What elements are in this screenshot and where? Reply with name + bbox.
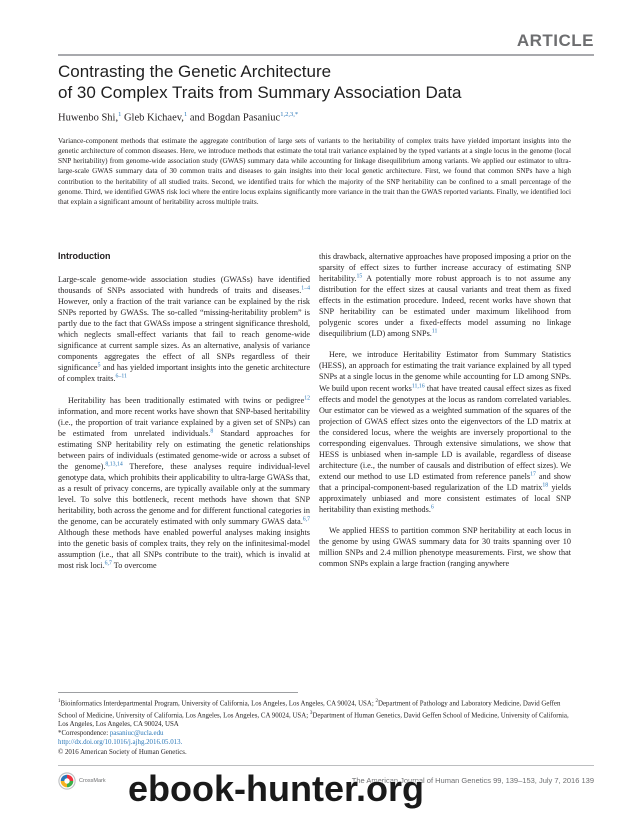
intro-paragraph-4: Here, we introduce Heritability Estimator from Summary Statistics (HESS), an approach for estimating the trait variance explained by all typed SNPs at a single locus in the genome while accounting for LD among SNPs. We build upon recent works$^{11,16}$ that have treated causal effect sizes as fixed effects and model the genotypes at the locus as random correlated variables. Our estimator can be viewed as a weighted summation of the squares of the projection of GWAS effect sizes onto the eigenvectors of the LD matrix at the considered locus, where the weights are inversely proportional to the corresponding eigenvalues. Through extensive simulations, we show that HESS is unbiased when in-sample LD is available, regardless of disease architecture (i.e., the number of causals and distribution of effect sizes). We extend our method to use LD estimated from reference panels$^{17}$ and show that a principal-component-based regularization of the LD matrix$^{18}$ yields approximately unbiased and more consistent estimates of local SNP heritability than existing methods.$^6$ xyxy=(319,350,572,515)
footnote-rule xyxy=(58,692,298,693)
copyright: © 2016 American Society of Human Genetics. xyxy=(58,748,187,756)
citation[interactable]: 8,13,14 xyxy=(105,461,123,468)
correspondence: *Correspondence: pasaniuc@ucla.edu xyxy=(58,730,164,738)
article-type-label: ARTICLE xyxy=(516,31,594,50)
right-column xyxy=(319,251,571,579)
citation[interactable]: 11 xyxy=(431,328,438,335)
header-rule xyxy=(58,54,594,56)
intro-paragraph-1: Large-scale genome-wide association studies (GWASs) have identified thousands of SNPs associated with hundreds of traits and diseases.$^{1-4}$ However, only a fraction of the trait variance can be explained by the risk SNPs reported by GWASs. The so-called “missing-heritability problem” is partly due to the fact that GWASs impose a stringent significance threshold, which neglects small-effect variants that fail to reach genome-wide significance at current sample sizes. As an alternative, analysis of variance components aggregates the effect of all SNPs regardless of their significance$^5$ and has yielded important insights into the genetic architecture of complex traits.$^{6-11}$ xyxy=(58,275,310,384)
section-heading-introduction: Introduction xyxy=(58,251,111,261)
citation[interactable]: 5 xyxy=(97,362,101,369)
article-title xyxy=(58,61,578,103)
citation[interactable]: 11,16 xyxy=(411,382,425,389)
citation[interactable]: 8 xyxy=(210,427,214,434)
crossmark-label: CrossMark xyxy=(79,778,106,784)
author-1: Huwenbo Shi, xyxy=(58,112,119,124)
correspondence-email-link[interactable]: pasaniuc@ucla.edu xyxy=(109,730,164,738)
author-2: Gleb Kichaev, xyxy=(121,112,184,124)
author-2-affil[interactable]: 1 xyxy=(183,111,188,118)
citation[interactable]: 6,7 xyxy=(302,516,310,523)
citation[interactable]: 6,7 xyxy=(104,560,112,567)
title-line-1: Contrasting the Genetic Architecture xyxy=(58,62,332,81)
crossmark-icon xyxy=(58,772,76,790)
footer-rule xyxy=(58,765,594,766)
doi-link[interactable]: http://dx.doi.org/10.1016/j.ajhg.2016.05.013. xyxy=(58,739,183,747)
crossmark-badge[interactable] xyxy=(58,772,106,790)
journal-footer: The American Journal of Human Genetics 99, 139–153, July 7, 2016 139 xyxy=(351,776,594,785)
author-list xyxy=(58,111,298,124)
abstract: Variance-component methods that estimate the aggregate contribution of large sets of variants to the heritability of complex traits have yielded important insights into the genetic architecture of common diseases. Here, we introduce methods that estimate the total trait variance explained by the typed variants at a single locus in the genome (local SNP heritability) from genome-wide association study (GWAS) summary data while accounting for linkage disequilibrium among variants. We applied our estimator to ultra-large-scale GWAS summary data of 30 common traits and diseases to gain insights into their local genetic architecture. First, we found that common SNPs have a high contribution to the heritability of all studied traits. Second, we identified traits for which the majority of the SNP heritability can be confined to a small percentage of the genome. Third, we identified GWAS risk loci where the entire locus explains significantly more variance in the trait than the GWAS reported variants. Finally, we identified loci that explain a significant amount of heritability across multiple traits. xyxy=(58,137,571,206)
author-3-affil[interactable]: 1,2,3,* xyxy=(280,111,299,118)
author-1-affil[interactable]: 1 xyxy=(118,111,122,118)
citation[interactable]: 6–11 xyxy=(115,373,127,380)
author-3: and Bogdan Pasaniuc xyxy=(187,112,281,124)
intro-paragraph-2: Heritability has been traditionally estimated with twins or pedigree$^{12}$ information, and more recent works have shown that SNP-based heritability (i.e., the proportion of trait variance explained by a given set of SNPs) can be estimated from unrelated individuals.$^8$ Standard approaches for estimating SNP heritability rely on estimating the genetic relationships between pairs of individuals (estimated genome-wide or across a subset of the genome).$^{8,13,14}$ Therefore, these analyses require individual-level genotype data, which prohibits their applicability to ultra-large GWASs that, as a result of privacy concerns, are typically available only at the summary level. To solve this bottleneck, recent methods have shown that SNP heritability, both across the genome and for different functional categories in the genome, can be accurately estimated with only summary GWAS data.$^{6,7}$ Although these methods have enabled powerful analyses making insights into the genetic basis of complex traits, they rely on the infinitesimal-model assumption (i.e., that all SNPs contribute to the trait), which is invalid at most risk loci.$^{6,7}$ To overcome xyxy=(58,394,310,571)
citation[interactable]: 17 xyxy=(530,471,536,478)
citation[interactable]: 15 xyxy=(356,273,363,280)
left-column xyxy=(58,251,310,581)
title-line-2: of 30 Complex Traits from Summary Association Data xyxy=(58,83,462,102)
watermark-text: ebook-hunter.org xyxy=(128,768,424,809)
citation[interactable]: 6 xyxy=(430,504,434,511)
intro-paragraph-3: this drawback, alternative approaches have proposed imposing a prior on the sparsity of effect sizes to further increase accuracy of estimating SNP heritability.$^{15}$ A potentially more robust approach is to not assume any distribution for the effect sizes at causal variants and treat them as fixed effects in the estimation procedure. Indeed, recent works have shown that SNP heritability can be estimated under maximum likelihood from polygenic scores under a fixed-effects model assuming no linkage disequilibrium (LD) among SNPs.$^{11}$ xyxy=(319,252,571,339)
citation[interactable]: 1–4 xyxy=(301,285,310,292)
intro-paragraph-5: We applied HESS to partition common SNP heritability at each locus in the genome by using GWAS summary data for 30 traits spanning over 10 million SNPs and 2.4 million phenotype measurements. First, we show that common SNPs explain a large fraction (ranging anywhere xyxy=(319,526,571,569)
citation[interactable]: 18 xyxy=(542,482,549,489)
affiliations-footnote xyxy=(58,697,571,757)
citation[interactable]: 12 xyxy=(304,394,310,401)
affiliation-list: $^1$Bioinformatics Interdepartmental Program, University of California, Los Angeles, Los Angeles, CA 90024, USA; $^2$Department of Pathology and Laboratory Medicine, David Geffen School of Medicine, University of California, Los Angeles, Los Angeles, CA 90024, USA; $^3$Department of Human Genetics, David Geffen School of Medicine, University of California, Los Angeles, Los Angeles, CA 90024, USA xyxy=(58,699,569,728)
